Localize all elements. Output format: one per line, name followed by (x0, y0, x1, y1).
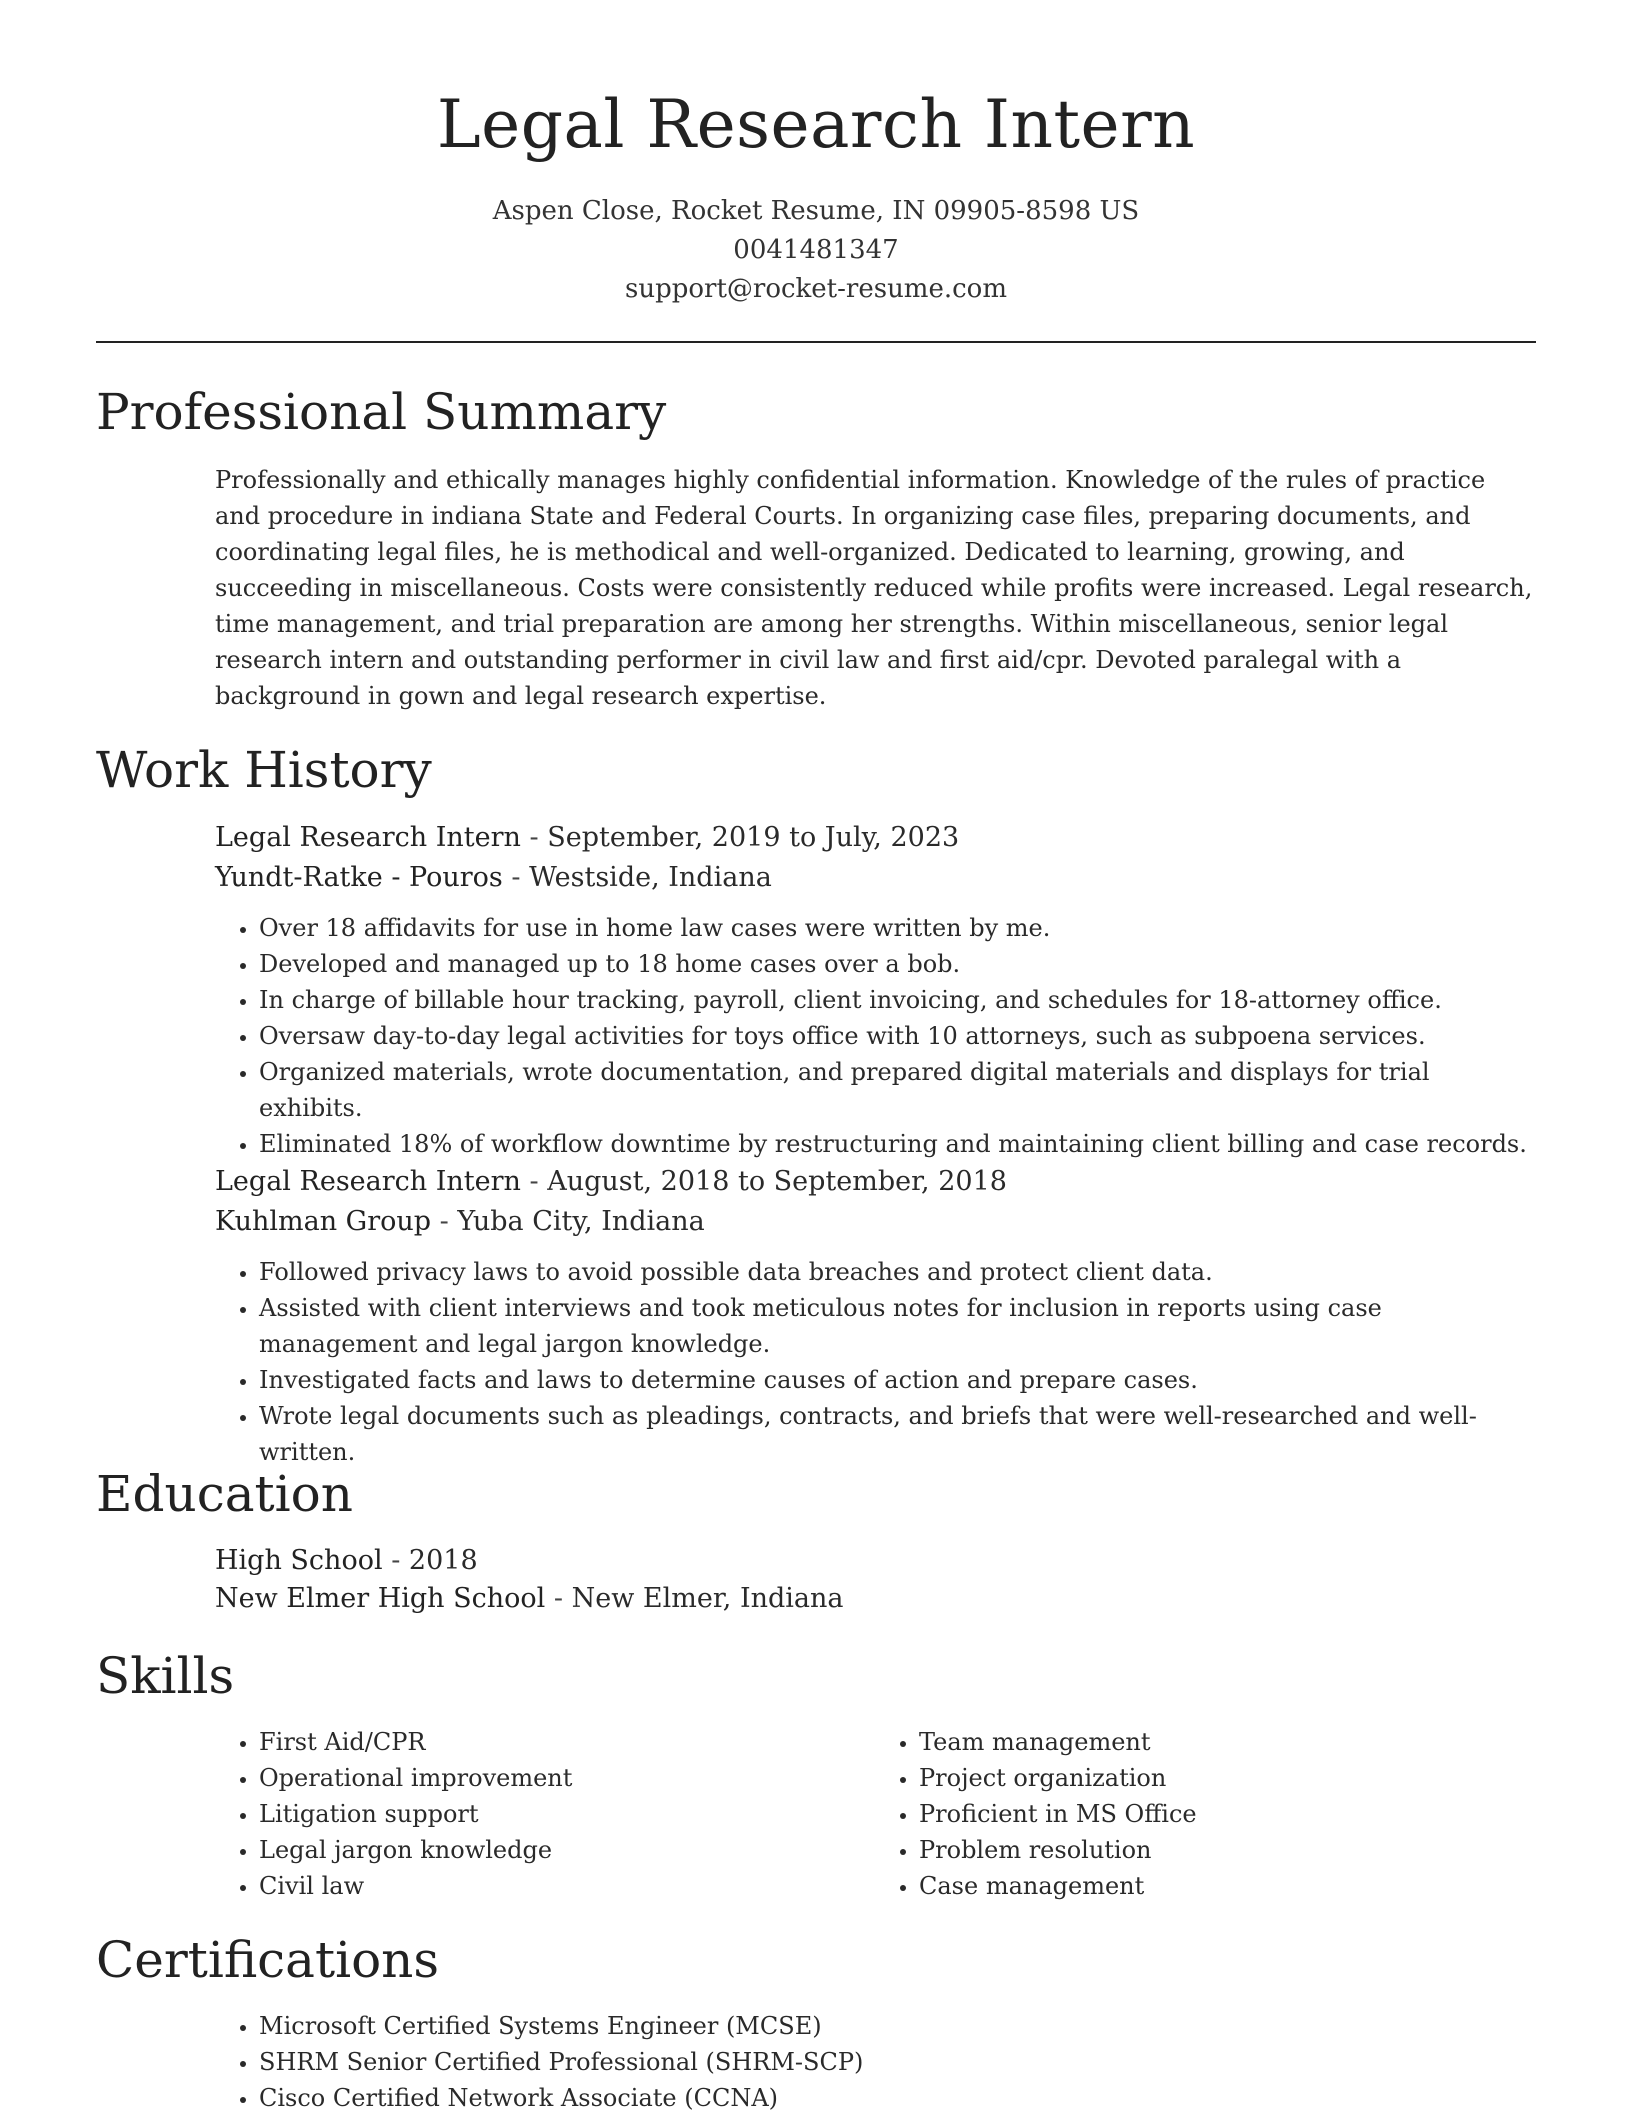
job-duty: • Oversaw day-to-day legal activities for toys office with 10 attorneys, such as subpoena services. (259, 1018, 1535, 1054)
candidate-name: Legal Research Intern (436, 86, 1196, 163)
email: support@rocket-resume.com (624, 274, 1007, 304)
job-duty: • Organized materials, wrote documentation, and prepared digital materials and displays for trial exhibits. (259, 1054, 1535, 1126)
skill-item: • Team management (919, 1724, 1535, 1760)
skill-item: • Proficient in MS Office (919, 1796, 1535, 1832)
work-history-heading: Work History (96, 741, 432, 799)
skill-item: • Case management (919, 1868, 1535, 1904)
job-duties (215, 1254, 1535, 1470)
skill-item: • Litigation support (259, 1796, 875, 1832)
job-duty: • Eliminated 18% of workflow downtime by restructuring and maintaining client billing and case records. (259, 1126, 1535, 1162)
certification-item: • Cisco Certified Network Associate (CCNA) (259, 2080, 1535, 2116)
job-location: Yuba City, Indiana (457, 1206, 705, 1237)
job-entry (215, 1162, 1535, 1470)
education-entry (215, 1542, 1535, 1618)
job-company-line (215, 1202, 1535, 1242)
job-location: Westside, Indiana (529, 862, 772, 893)
education-degree-line (215, 1542, 1535, 1580)
certification-item: • SHRM Senior Certified Professional (SHRM-SCP) (259, 2044, 1535, 2080)
job-company-line (215, 858, 1535, 898)
job-duties (215, 910, 1535, 1162)
job-company: Kuhlman Group (215, 1206, 432, 1237)
skill-item: • Legal jargon knowledge (259, 1832, 875, 1868)
resume-header (0, 82, 1632, 309)
job-duty: • Followed privacy laws to avoid possible data breaches and protect client data. (259, 1254, 1535, 1290)
skills-list (215, 1724, 1535, 1904)
skill-item: • First Aid/CPR (259, 1724, 875, 1760)
job-title-line (215, 818, 1535, 858)
skill-item: • Problem resolution (919, 1832, 1535, 1868)
skills-column-left (215, 1724, 875, 1904)
education-degree: High School (215, 1545, 383, 1576)
job-duty: • Wrote legal documents such as pleadings, contracts, and briefs that were well-researched and well-written. (259, 1398, 1535, 1470)
certifications-list (215, 2008, 1535, 2116)
certifications-heading: Certifications (96, 1931, 440, 1989)
job-title: Legal Research Intern (215, 822, 521, 853)
separator: - (553, 1583, 572, 1614)
skill-item: • Operational improvement (259, 1760, 875, 1796)
summary-text: Professionally and ethically manages highly confidential information. Knowledge of the rules of practice and procedure in indiana State and Federal Courts. In organizing case files, preparing documents, and coordinating legal files, he is methodical and well-organized. Dedicated to learning, growing, and succeeding in miscellaneous. Costs were consistently reduced while profits were increased. Legal research, time management, and trial preparation are among her strengths. Within miscellaneous, senior legal research intern and outstanding performer in civil law and first aid/cpr. Devoted paralegal with a background in gown and legal research expertise. (215, 466, 1533, 710)
separator: - (511, 862, 530, 893)
skills-heading: Skills (96, 1647, 235, 1705)
skills-column-right (875, 1724, 1535, 1904)
job-company: Yundt-Ratke - Pouros (215, 862, 503, 893)
certification-items (215, 2008, 1535, 2116)
skill-item: • Project organization (919, 1760, 1535, 1796)
job-dates: September, 2019 to July, 2023 (547, 822, 960, 853)
job-duty: • In charge of billable hour tracking, payroll, client invoicing, and schedules for 18-attorney office. (259, 982, 1535, 1018)
job-title: Legal Research Intern (215, 1166, 521, 1197)
job-duty: • Over 18 affidavits for use in home law cases were written by me. (259, 910, 1535, 946)
education-location: New Elmer, Indiana (571, 1583, 844, 1614)
certification-item: • Microsoft Certified Systems Engineer (MCSE) (259, 2008, 1535, 2044)
header-divider (96, 341, 1536, 343)
phone: 0041481347 (733, 235, 899, 265)
separator: - (529, 1166, 548, 1197)
education-year: 2018 (408, 1545, 478, 1576)
job-duty: • Assisted with client interviews and took meticulous notes for inclusion in reports using case management and legal jargon knowledge. (259, 1290, 1535, 1362)
education-school: New Elmer High School (215, 1583, 546, 1614)
job-entry (215, 818, 1535, 1162)
job-duty: • Investigated facts and laws to determine causes of action and prepare cases. (259, 1362, 1535, 1398)
job-duty: • Developed and managed up to 18 home cases over a bob. (259, 946, 1535, 982)
address: Aspen Close, Rocket Resume, IN 09905-8598 US (492, 196, 1140, 226)
separator: - (391, 1545, 409, 1576)
separator: - (439, 1206, 458, 1237)
education-school-line (215, 1580, 1535, 1618)
skill-item: • Civil law (259, 1868, 875, 1904)
separator: - (529, 822, 548, 853)
summary-heading: Professional Summary (96, 383, 667, 441)
job-dates: August, 2018 to September, 2018 (547, 1166, 1007, 1197)
education-heading: Education (96, 1465, 353, 1523)
contact-info (0, 192, 1632, 309)
job-title-line (215, 1162, 1535, 1202)
